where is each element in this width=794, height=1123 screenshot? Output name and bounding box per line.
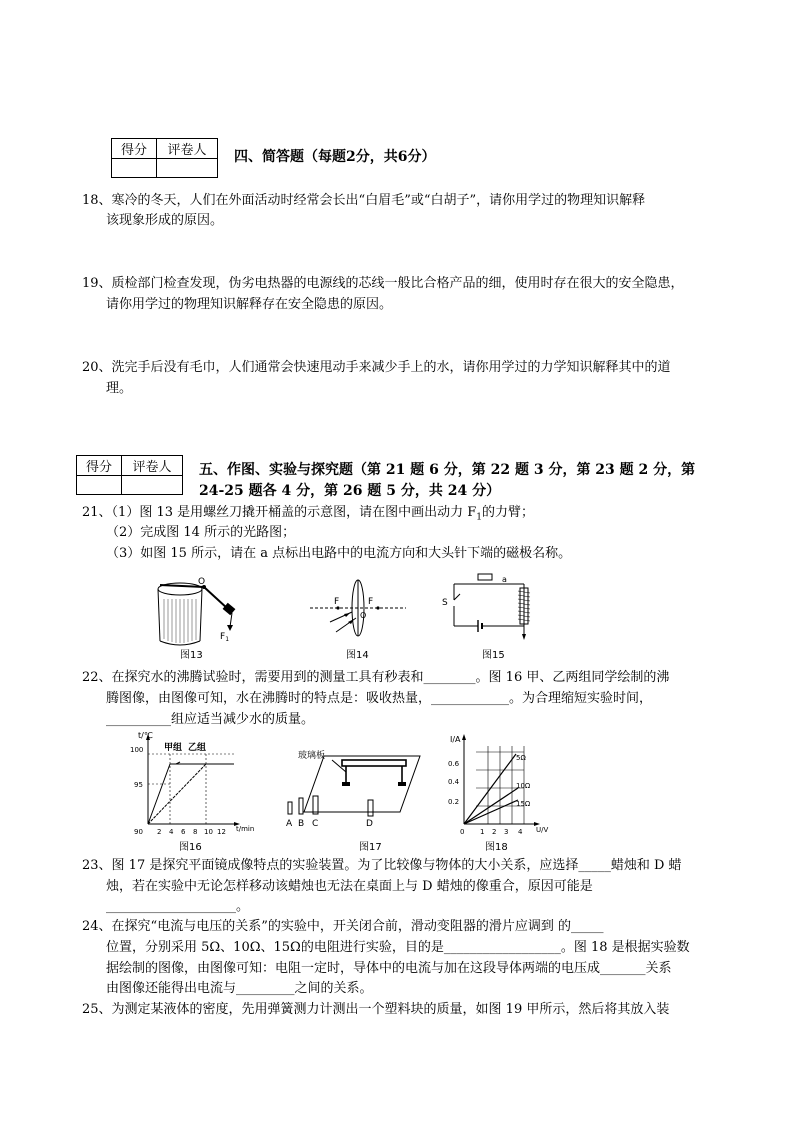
fig17-label-c: C — [312, 819, 319, 829]
fig16-xtick: 4 — [169, 828, 174, 836]
section4-title: 四、简答题（每题2分，共6分） — [234, 149, 436, 165]
fig16-xtick: 10 — [204, 828, 213, 836]
fig18-xtick: 1 — [480, 828, 485, 836]
fig13-label-f-main: F — [220, 632, 226, 642]
fig18-xlabel: U/V — [536, 826, 549, 834]
fig18-caption: 图18 — [485, 842, 508, 853]
figure-18-iu-graph — [446, 732, 550, 838]
score-table-section5 — [76, 455, 183, 495]
q21-line3: （3）如图 15 所示，请在 a 点标出电路中的电流方向和大头针下端的磁极名称。 — [106, 546, 572, 561]
fig18-xtick: 3 — [504, 828, 509, 836]
fig16-legend-yi: 乙组 — [188, 743, 207, 753]
q18-line1: 18、寒冷的冬天，人们在外面活动时经常会长出“白眉毛”或“白胡子”，请你用学过的物理知识解释 — [82, 193, 646, 208]
fig16-legend-jia: 甲组 — [164, 743, 183, 753]
score-label: 得分 — [112, 139, 157, 159]
q24-line2: 位置，分别采用 5Ω、10Ω、15Ω的电阻进行实验，目的是__________________。图 18 是根据实验数 — [106, 940, 690, 955]
q18-line2: 该现象形成的原因。 — [106, 213, 224, 228]
fig16-xtick: 8 — [193, 828, 198, 836]
q22-line3: __________组应适当减少水的质量。 — [106, 712, 315, 727]
score-cell[interactable] — [112, 159, 157, 178]
q23-line2: 烛，若在实验中无论怎样移动该蜡烛也无法在桌面上与 D 蜡烛的像重合，原因可能是 — [106, 879, 593, 894]
fig16-ytick-90: 90 — [134, 828, 143, 836]
fig17-plate-label: 玻璃板 — [298, 751, 326, 761]
fig16-ytick-95: 95 — [134, 781, 143, 789]
q19-line1: 19、质检部门检查发现，伪劣电热器的电源线的芯线一般比合格产品的细，使用时存在很大的安全隐患， — [82, 276, 684, 291]
figure-14-lens — [308, 578, 408, 644]
fig18-series-label: 15Ω — [516, 800, 531, 808]
fig16-caption: 图16 — [179, 842, 202, 853]
fig16-xtick: 6 — [181, 828, 186, 836]
fig16-xlabel: t/min — [236, 825, 255, 833]
grader-label: 评卷人 — [122, 456, 183, 476]
fig18-xtick: 0 — [460, 828, 465, 836]
q24-line4: 由图像还能得出电流与_________之间的关系。 — [106, 981, 373, 996]
score-label: 得分 — [77, 456, 122, 476]
figure-15-circuit — [438, 572, 538, 642]
fig18-ytick: 0.4 — [448, 778, 460, 786]
q21-line1-sub: 1 — [476, 512, 483, 523]
fig18-ylabel: I/A — [450, 735, 461, 744]
fig14-label-o: O — [360, 611, 367, 620]
fig16-ylabel: t/℃ — [138, 731, 153, 740]
score-table-section4 — [111, 138, 218, 178]
fig13-caption: 图13 — [180, 650, 203, 661]
fig15-caption: 图15 — [482, 650, 505, 661]
fig18-xtick: 4 — [518, 828, 523, 836]
grader-cell[interactable] — [157, 159, 218, 178]
fig17-caption: 图17 — [359, 842, 382, 853]
figure-16-boiling-graph — [124, 732, 264, 842]
fig18-xtick: 2 — [492, 828, 497, 836]
fig13-label-f — [220, 632, 229, 643]
fig13-label-o: O — [198, 577, 206, 587]
section5-title-line2: 24-25 题各 4 分，第 26 题 5 分，共 24 分） — [199, 483, 501, 499]
q21-line1-end: 的力臂； — [482, 505, 535, 520]
figure-17-mirror-setup — [282, 746, 432, 832]
q20-line1: 20、洗完手后没有毛巾，人们通常会快速甩动手来减少手上的水，请你用学过的力学知识解释其中的道 — [82, 360, 671, 375]
q24-line1: 24、在探究“电流与电压的关系”的实验中，开关闭合前，滑动变阻器的滑片应调到 的_____ — [82, 919, 604, 934]
q23-line1: 23、图 17 是探究平面镜成像特点的实验装置。为了比较像与物体的大小关系，应选择_____蜡烛和 D 蜡 — [82, 858, 682, 873]
fig18-ytick: 0.2 — [448, 798, 460, 806]
fig18-series-label: 10Ω — [516, 782, 531, 790]
q21-line2: （2）完成图 14 所示的光路图； — [106, 525, 296, 540]
q24-line3: 据绘制的图像，由图像可知：电阻一定时，导体中的电流与加在这段导体两端的电压成_______关系 — [106, 961, 672, 976]
figure-13-screwdriver — [150, 575, 250, 655]
fig16-xtick: 2 — [157, 828, 162, 836]
grader-label: 评卷人 — [157, 139, 218, 159]
fig18-series-label: 5Ω — [516, 754, 526, 762]
fig15-label-a: a — [502, 575, 507, 584]
q25-line1: 25、为测定某液体的密度，先用弹簧测力计测出一个塑料块的质量，如图 19 甲所示，然后将其放入装 — [82, 1002, 670, 1017]
grader-cell[interactable] — [122, 476, 183, 495]
q23-line3: ____________________。 — [106, 899, 250, 914]
q22-line1: 22、在探究水的沸腾试验时，需要用到的测量工具有秒表和________。图 16 甲、乙两组同学绘制的沸 — [82, 670, 670, 685]
q22-line2: 腾图像，由图像可知，水在沸腾时的特点是：吸收热量，____________。为合理缩短实验时间， — [106, 691, 653, 706]
fig17-label-d: D — [366, 819, 373, 829]
fig14-label-f-right: F — [368, 597, 374, 607]
fig15-label-s: S — [442, 598, 448, 608]
fig17-label-b: B — [298, 819, 305, 829]
q20-line2: 理。 — [106, 381, 133, 396]
fig14-label-f: F — [334, 597, 340, 607]
q19-line2: 请你用学过的物理知识解释存在安全隐患的原因。 — [106, 297, 393, 312]
score-cell[interactable] — [77, 476, 122, 495]
fig13-label-f-sub: 1 — [225, 636, 230, 643]
fig17-label-a: A — [286, 819, 293, 829]
q21-line1-text: 21、（1）图 13 是用螺丝刀撬开桶盖的示意图，请在图中画出动力 F — [82, 505, 477, 520]
fig16-ytick-100: 100 — [130, 746, 144, 754]
section5-title-line1: 五、作图、实验与探究题（第 21 题 6 分，第 22 题 3 分，第 23 题 2 分，第 — [199, 462, 696, 478]
fig18-ytick: 0.6 — [448, 760, 460, 768]
fig16-xtick: 12 — [217, 828, 226, 836]
fig14-caption: 图14 — [346, 650, 369, 661]
